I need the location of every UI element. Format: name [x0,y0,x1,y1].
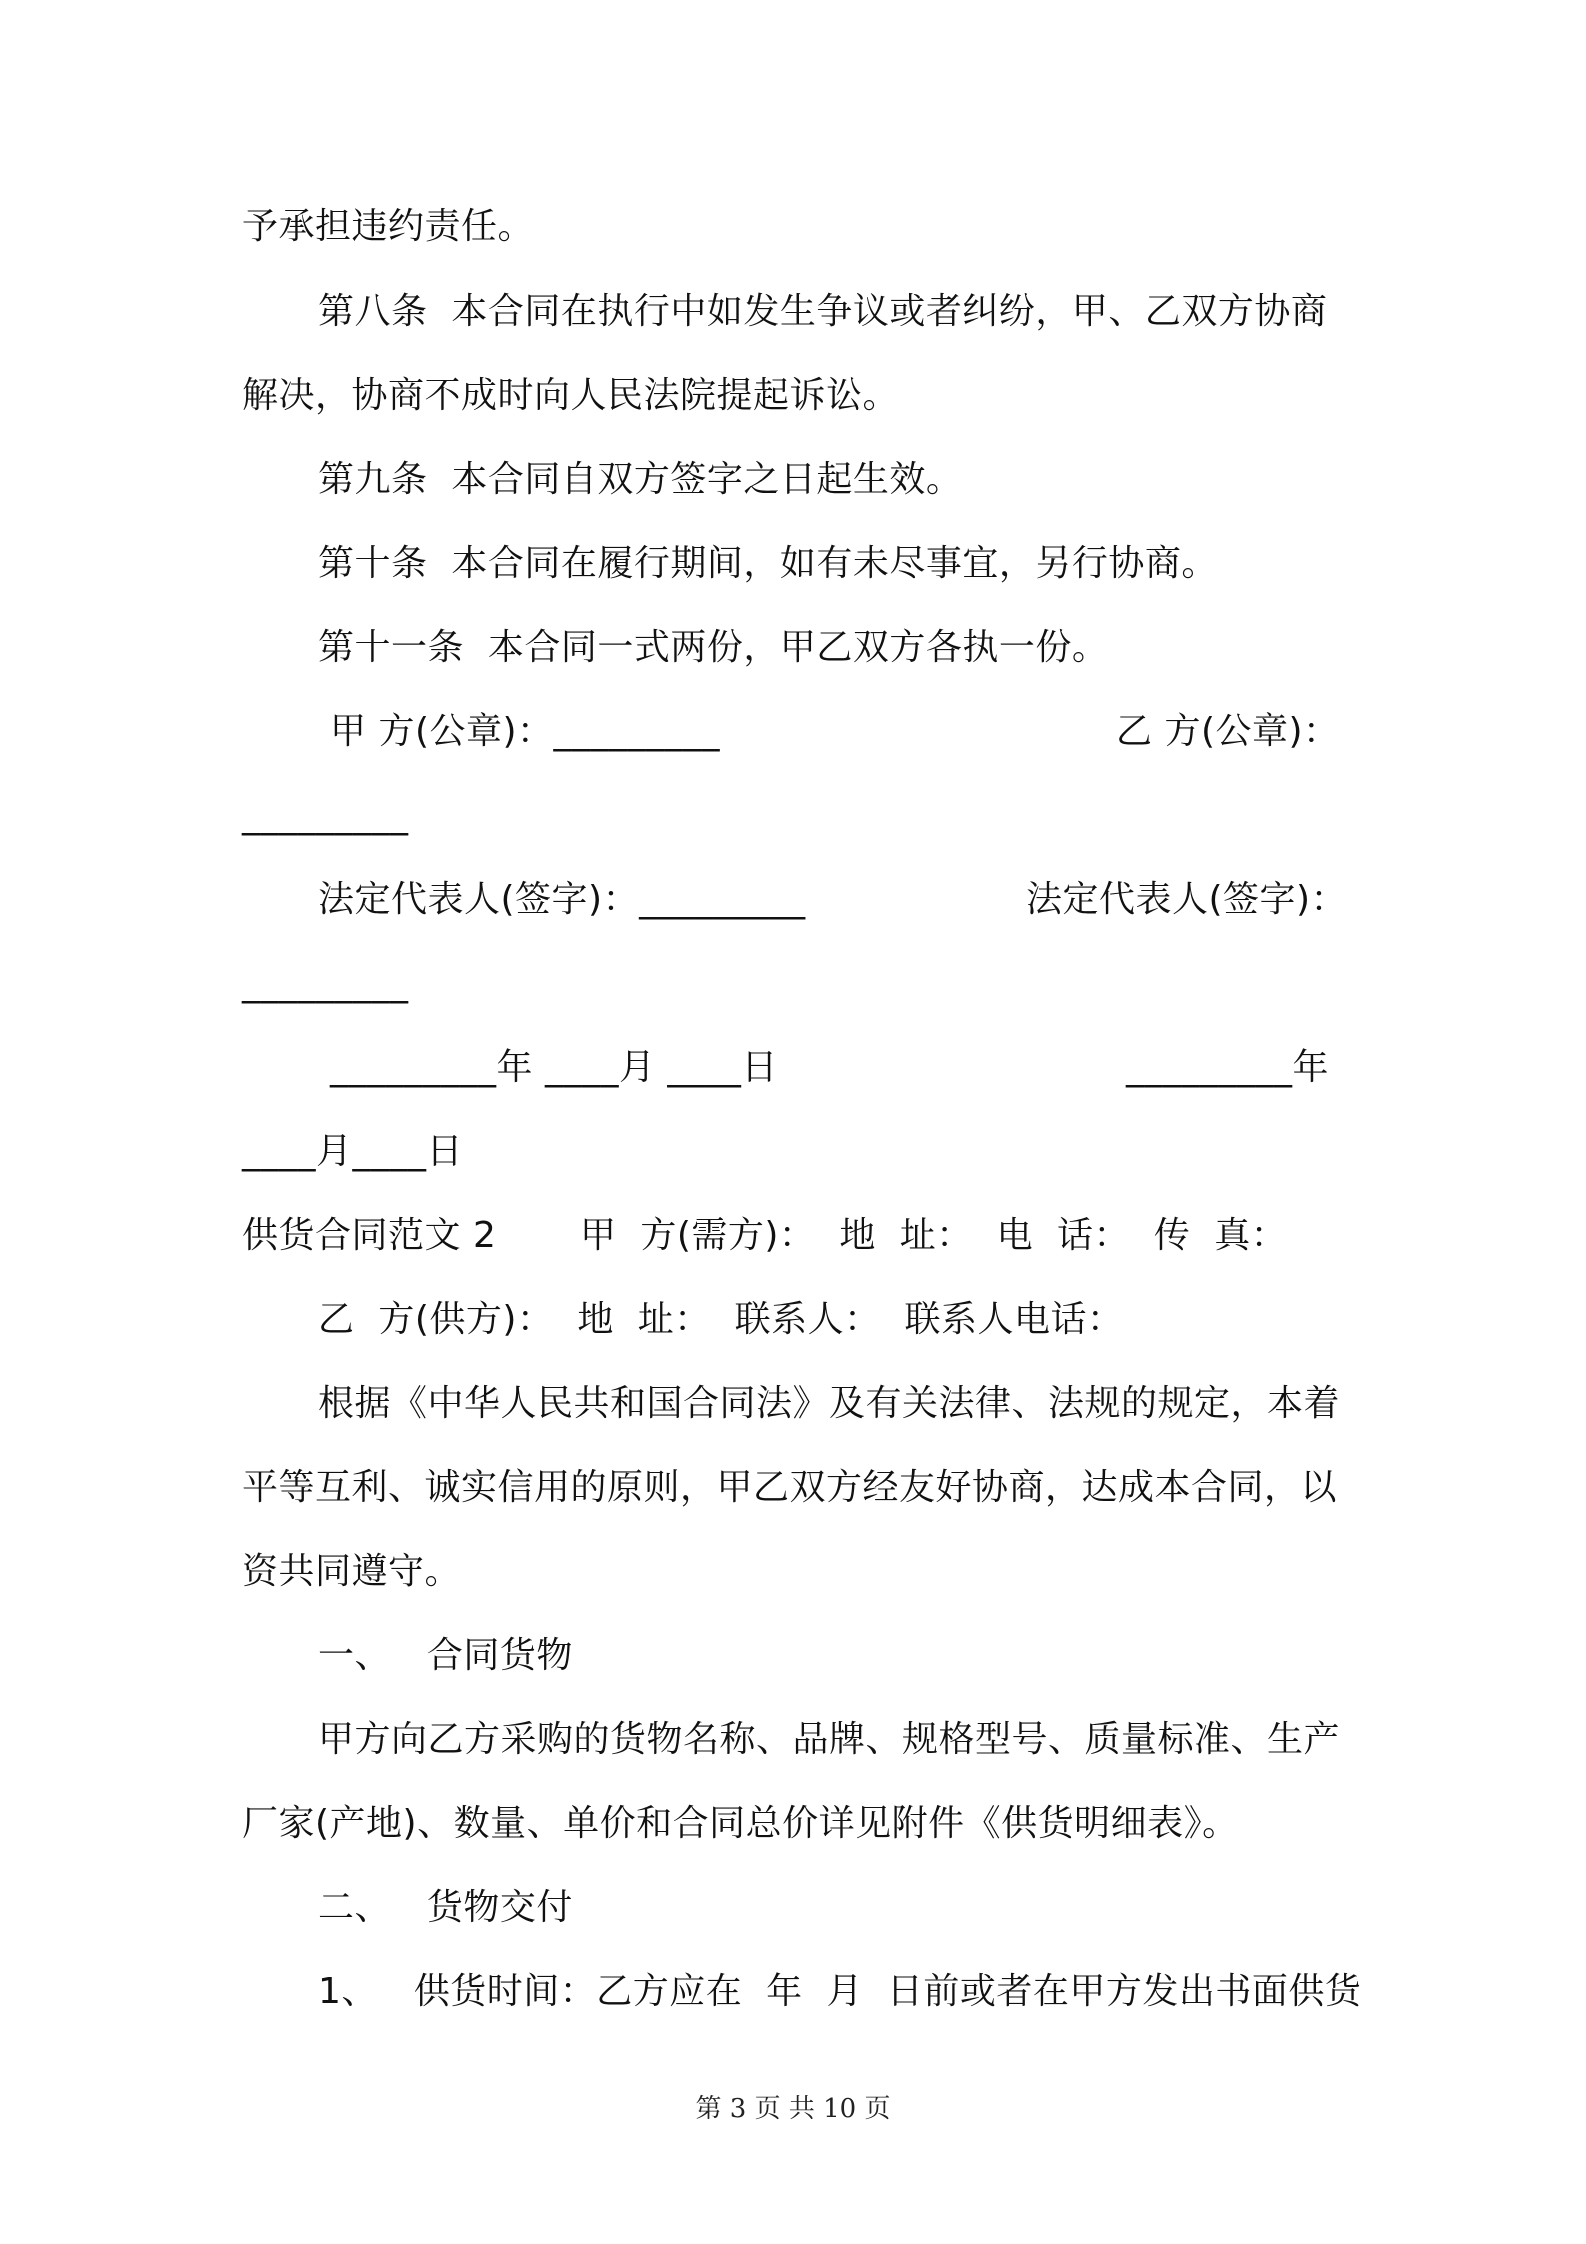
preamble-line-3: 资共同遵守。 [242,1551,462,1592]
contract-2-party-b: 乙 方(供方)： 地 址： 联系人： 联系人电话： [318,1299,1124,1340]
article-11: 第十一条 本合同一式两份，甲乙双方各执一份。 [318,627,1109,668]
article-10: 第十条 本合同在履行期间，如有未尽事宜，另行协商。 [318,543,1218,584]
party-a-date: _________年 ____月 ____日 [330,1047,778,1088]
party-b-representative-blank: _________ [242,963,409,1004]
section-1-title: 一、 合同货物 [318,1635,573,1676]
section-2-title: 二、 货物交付 [318,1887,573,1928]
party-a-seal: 甲 方(公章)：_________ [330,711,721,752]
article-8-line-2: 解决，协商不成时向人民法院提起诉讼。 [242,375,900,416]
party-b-date-cont: ____月____日 [242,1131,464,1172]
article-9: 第九条 本合同自双方签字之日起生效。 [318,459,963,500]
party-b-seal: 乙 方(公章)： [1116,711,1340,752]
party-b-date: _________年 [1126,1047,1330,1088]
page-number: 第 3 页 共 10 页 [695,2094,891,2124]
party-b-seal-blank: _________ [242,795,409,836]
paragraph-line: 予承担违约责任。 [242,206,535,247]
section-1-body-line-1: 甲方向乙方采购的货物名称、品牌、规格型号、质量标准、生产 [318,1719,1341,1760]
party-b-representative: 法定代表人(签字)： [1026,879,1348,920]
preamble-line-1: 根据《中华人民共和国合同法》及有关法律、法规的规定，本着 [318,1383,1341,1424]
article-8-line-1: 第八条 本合同在执行中如发生争议或者纠纷，甲、乙双方协商 [318,291,1328,332]
section-1-body-line-2: 厂家(产地)、数量、单价和合同总价详见附件《供货明细表》。 [242,1803,1239,1844]
contract-2-title: 供货合同范文 2 甲 方(需方)： 地 址： 电 话： 传 真： [242,1215,1288,1256]
party-a-representative: 法定代表人(签字)：_________ [318,879,806,920]
preamble-line-2: 平等互利、诚实信用的原则，甲乙双方经友好协商，达成本合同，以 [242,1467,1338,1508]
section-2-item-1: 1、 供货时间：乙方应在 年 月 日前或者在甲方发出书面供货 [318,1971,1362,2012]
